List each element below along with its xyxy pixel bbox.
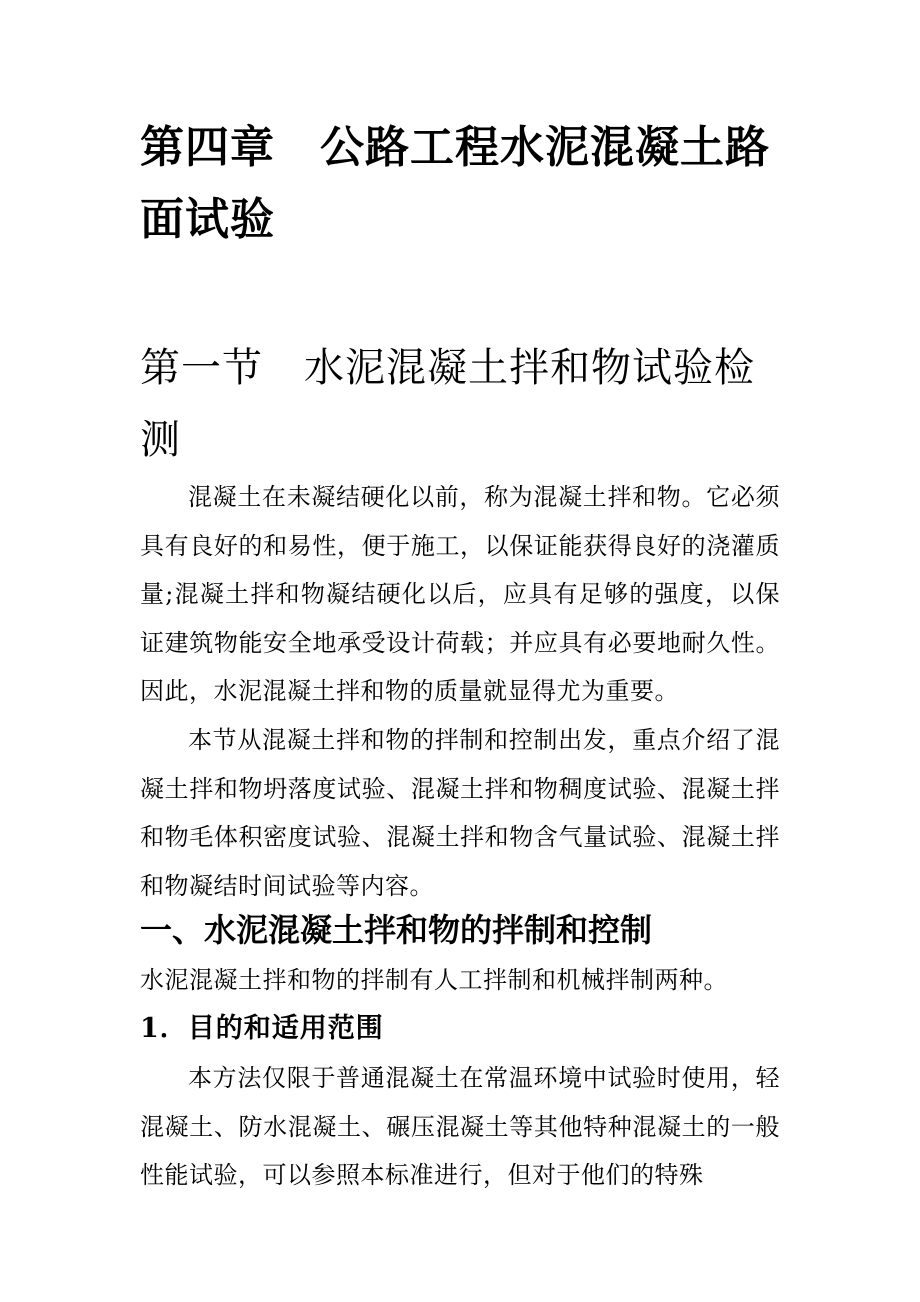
subheading-purpose-and-scope: 1．目的和适用范围	[140, 1013, 384, 1044]
heading-mixing-and-control: 一、水泥混凝土拌和物的拌制和控制	[140, 911, 653, 949]
scope-paragraph: 本方法仅限于普通混凝土在常温环境中试验时使用，轻混凝土、防水混凝土、碾压混凝土等其他特种混凝土的一般性能试验，可以参照本标准进行，但对于他们的特殊	[140, 1064, 780, 1189]
chapter-title: 第四章 公路工程水泥混凝土路面试验	[140, 122, 770, 245]
section-title: 第一节 水泥混凝土拌和物试验检测	[140, 345, 755, 463]
section-overview-paragraph: 本节从混凝土拌和物的拌制和控制出发，重点介绍了混凝土拌和物坍落度试验、混凝土拌和物稠度试验、混凝土拌和物毛体积密度试验、混凝土拌和物含气量试验、混凝土拌和物凝结时间试验等内容。	[140, 726, 780, 900]
mixing-methods-text: 水泥混凝土拌和物的拌制有人工拌制和机械拌制两种。	[140, 966, 728, 994]
intro-paragraph: 混凝土在未凝结硬化以前，称为混凝土拌和物。它必须具有良好的和易性，便于施工，以保证能获得良好的浇灌质量;混凝土拌和物凝结硬化以后，应具有足够的强度，以保证建筑物能安全地承受设计荷载；并应具有必要地耐久性。因此，水泥混凝土拌和物的质量就显得尤为重要。	[140, 483, 780, 705]
